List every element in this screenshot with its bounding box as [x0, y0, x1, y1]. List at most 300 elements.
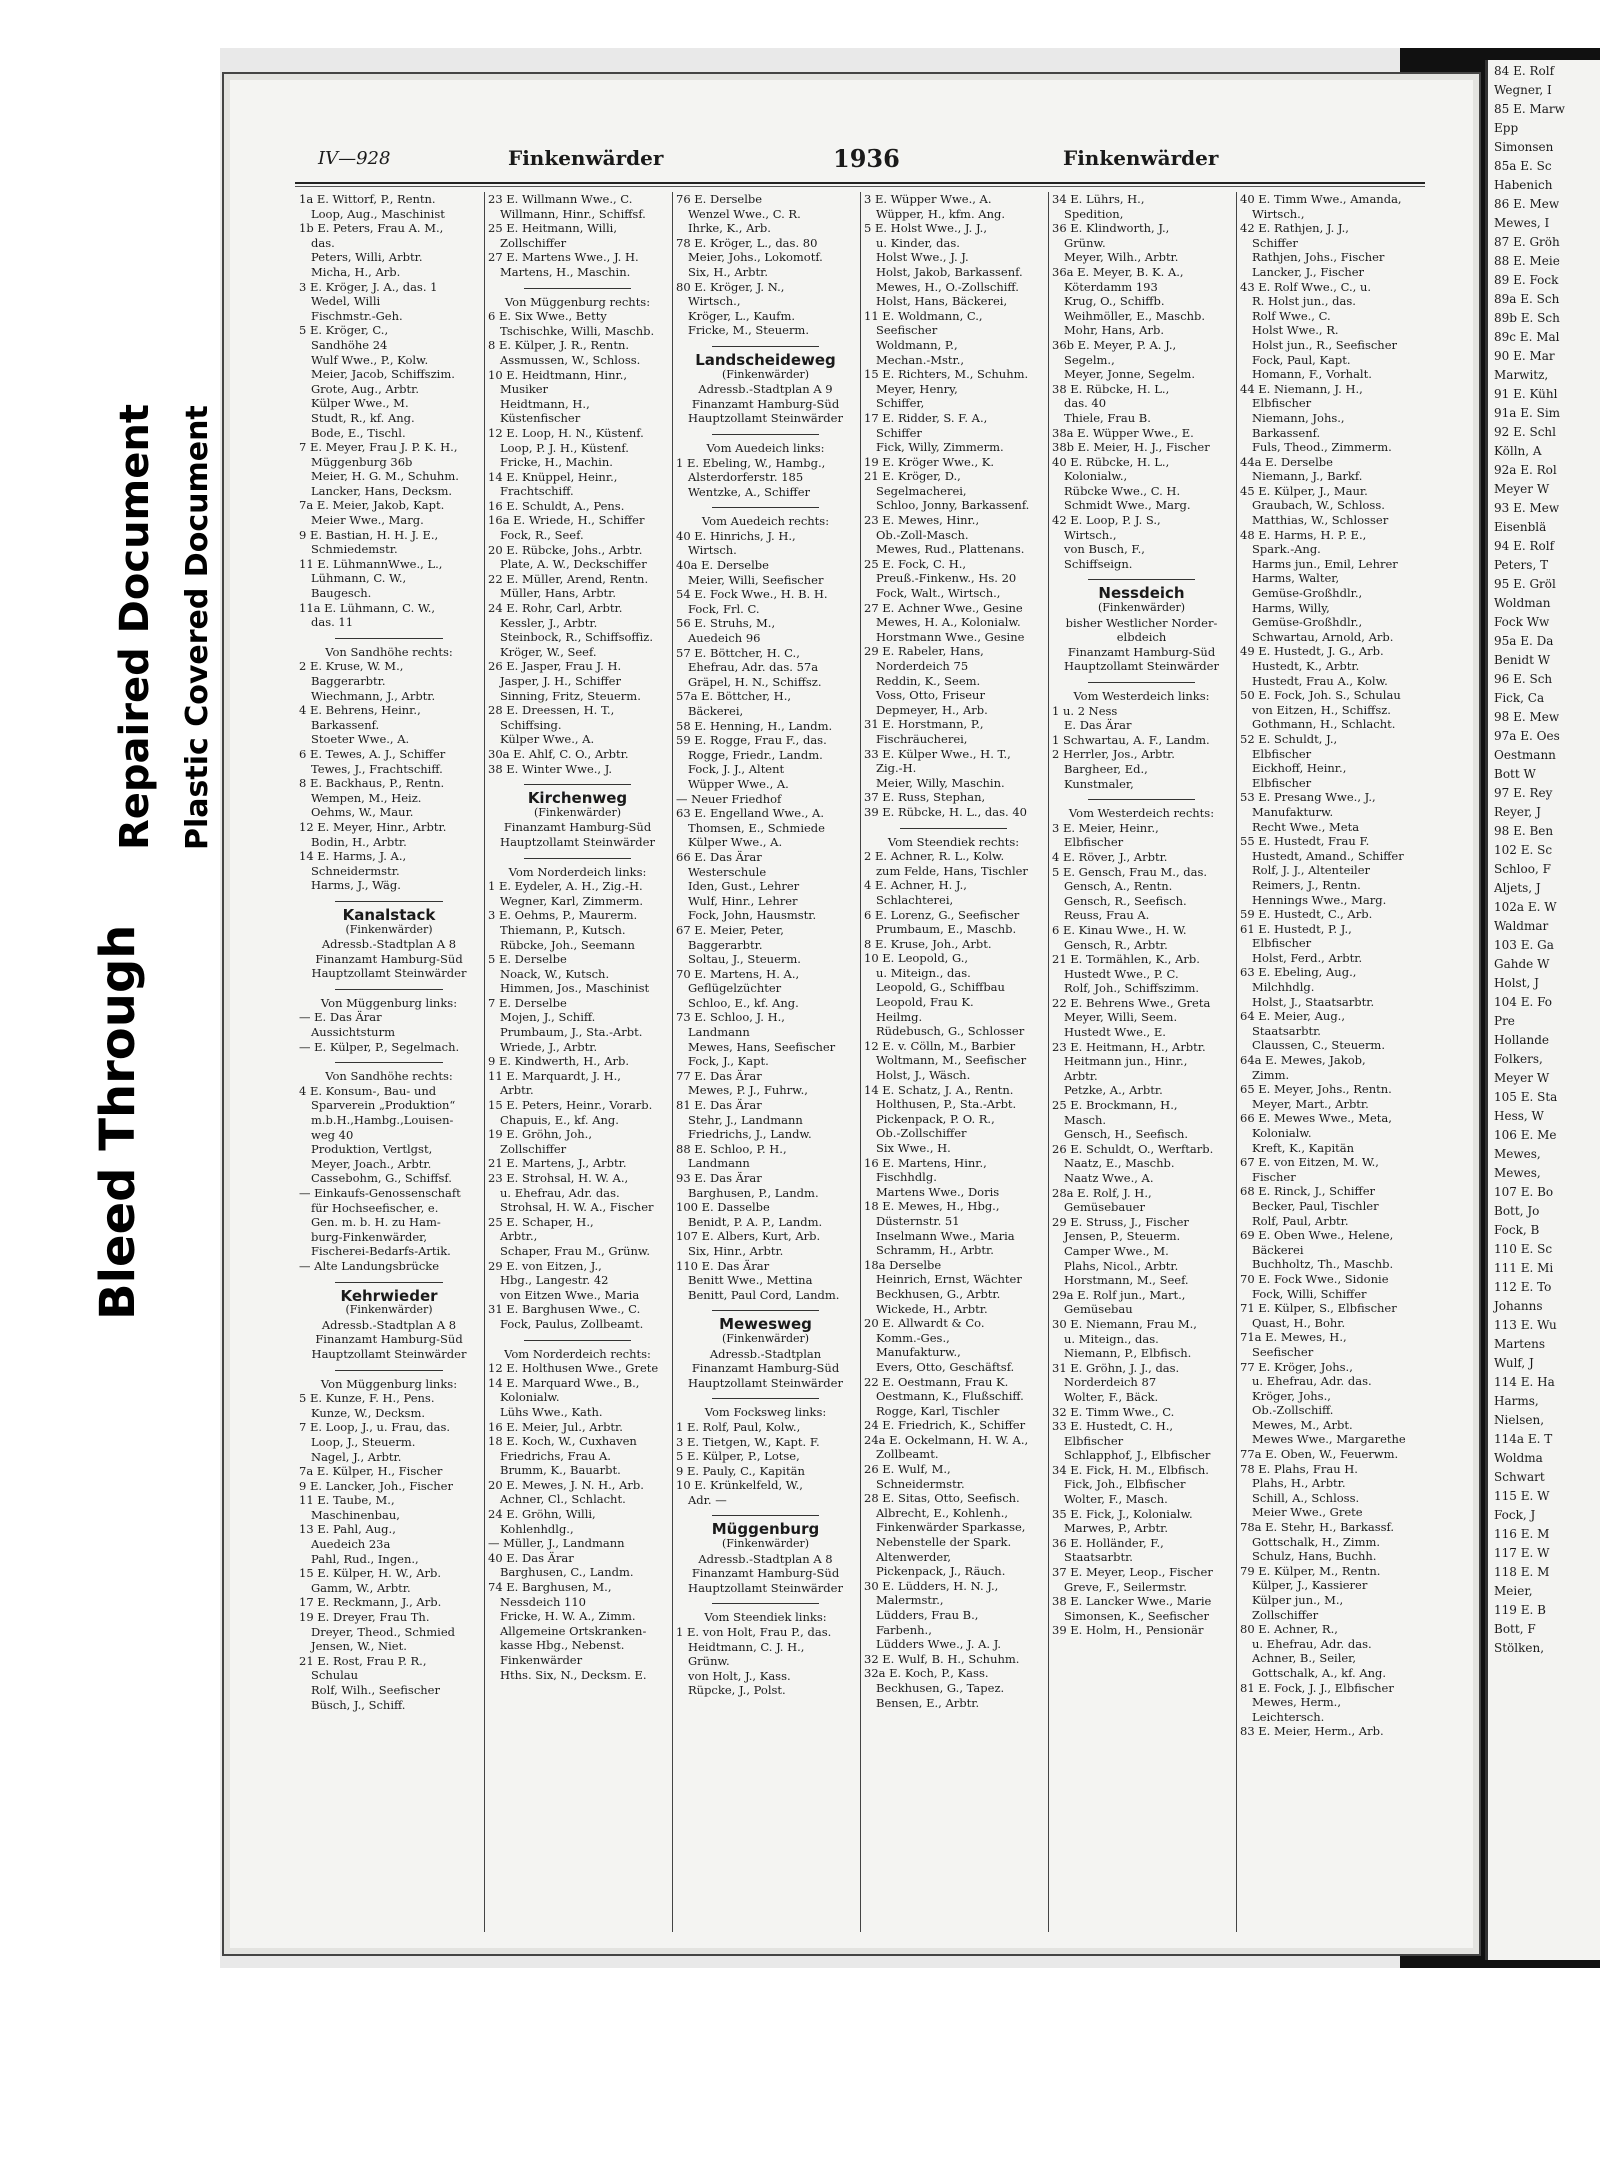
directory-entry: 67 E. von Eitzen, M. W., [1240, 1155, 1379, 1170]
directory-entry: 32 E. Timm Wwe., C. [1052, 1404, 1175, 1419]
directory-entry: Gottschalk, A., kf. Ang. [1252, 1665, 1387, 1680]
directory-entry: 43 E. Rolf Wwe., C., u. [1240, 279, 1372, 294]
directory-entry: Wempen, M., Heiz. [311, 790, 422, 805]
directory-entry: 11 E. Taube, M., [299, 1493, 395, 1508]
section-note: Adressb.-Stadtplan A 8 [321, 937, 457, 952]
adjacent-page-line: Habenich [1494, 178, 1553, 192]
section-note: Hauptzollamt Steinwärder [688, 1580, 843, 1595]
directory-entry: 110 E. Das Ärar [676, 1258, 770, 1273]
directory-entry: Norderdeich 75 [876, 659, 969, 673]
directory-entry: Fischhdlg. [876, 1170, 937, 1185]
plastic-covered-label: Plastic Covered Document [180, 405, 215, 850]
directory-entry: 40 E. Hinrichs, J. H., [676, 528, 796, 543]
adjacent-page-line: Benidt W [1494, 653, 1551, 667]
directory-entry: 20 E. Rübcke, Johs., Arbtr. [488, 542, 643, 557]
directory-entry: 67 E. Meier, Peter, [676, 922, 784, 937]
directory-entry: 34 E. Lührs, H., [1052, 192, 1145, 206]
directory-entry: 66 E. Mewes Wwe., Meta, [1240, 1111, 1392, 1126]
directory-entry: Maschinenbau, [311, 1507, 400, 1522]
directory-entry: Mewes, Hans, Seefischer [688, 1039, 836, 1054]
adjacent-page-line: Simonsen [1494, 140, 1554, 154]
directory-entry: Gensch, H., Seefisch. [1064, 1127, 1189, 1142]
directory-entry: 30 E. Niemann, Frau M., [1052, 1316, 1197, 1331]
column-2 [484, 192, 670, 1932]
adjacent-page-line: Fock, J [1494, 1508, 1536, 1522]
directory-entry: Holthusen, P., Sta.-Arbt. [876, 1097, 1017, 1112]
adjacent-page-line: Holst, J [1494, 976, 1539, 990]
directory-entry: Holst, J., Staatsarbtr. [1252, 994, 1375, 1009]
directory-entry: Mechan.-Mstr., [876, 352, 965, 367]
directory-entry: Schmidt Wwe., Marg. [1064, 498, 1191, 513]
directory-entry: Fick, Willy, Zimmerm. [876, 440, 1004, 455]
directory-entry: Martens Wwe., Doris [876, 1184, 1000, 1199]
directory-entry: u. Kinder, das. [876, 235, 960, 250]
directory-entry: 64 E. Meier, Aug., [1240, 1009, 1345, 1024]
directory-entry: Naatz Wwe., A. [1064, 1171, 1154, 1185]
directory-entry: Wiechmann, J., Arbtr. [311, 688, 436, 703]
adjacent-page-line: 86 E. Mew [1494, 197, 1560, 211]
directory-entry: Meier Wwe., Marg. [311, 513, 424, 528]
directory-entry: 63 E. Engelland Wwe., A. [676, 806, 824, 821]
directory-entry: Wulf Wwe., P., Kolw. [311, 352, 429, 367]
directory-entry: Alsterdorferstr. 185 [688, 470, 804, 485]
adjacent-page-line: Johanns [1494, 1299, 1543, 1313]
directory-entry: 80 E. Achner, R., [1240, 1622, 1338, 1637]
directory-entry: Geflügelzüchter [688, 981, 782, 996]
directory-entry: von Eitzen, H., Schiffsz. [1252, 702, 1391, 717]
directory-entry: Leichtersch. [1252, 1709, 1325, 1724]
directory-entry: Meier, Willy, Maschin. [876, 775, 1005, 790]
directory-entry: Sinning, Fritz, Steuerm. [500, 688, 641, 703]
directory-entry: 71a E. Mewes, H., [1240, 1330, 1347, 1345]
directory-entry: Naatz, E., Maschb. [1064, 1156, 1175, 1171]
directory-entry: 77a E. Oben, W., Feuerwm. [1240, 1447, 1399, 1462]
section-divider [524, 1340, 631, 1341]
adjacent-page-line: Reyer, J [1494, 805, 1541, 819]
directory-entry: Beckhusen, G., Arbtr. [876, 1286, 1001, 1301]
directory-entry: Mohr, Hans, Arb. [1064, 323, 1164, 338]
directory-entry: Oestmann, K., Flußschiff. [876, 1389, 1024, 1404]
directory-entry: Eickhoff, Heinr., [1252, 761, 1347, 776]
directory-entry: Wüpper, H., kfm. Ang. [876, 206, 1005, 221]
directory-entry: Hustedt, Frau A., Kolw. [1252, 673, 1388, 688]
directory-entry: 31 E. Barghusen Wwe., C. [488, 1302, 641, 1317]
column-1 [296, 192, 482, 1932]
adjacent-page-line: 94 E. Rolf [1494, 539, 1555, 553]
directory-entry: Meyer, Willi, Seem. [1064, 1010, 1178, 1025]
street-district: (Finkenwärder) [345, 922, 433, 936]
street-district: (Finkenwärder) [533, 805, 622, 819]
directory-entry: Wegner, Karl, Zimmerm. [500, 893, 644, 908]
street-district: (Finkenwärder) [721, 1331, 810, 1345]
directory-entry: Fuls, Theod., Zimmerm. [1252, 440, 1392, 455]
directory-entry: Harms jun., Emil, Lehrer [1252, 556, 1398, 571]
adjacent-page-line: 92a E. Rol [1494, 463, 1557, 477]
directory-entry: Heitmann jun., Hinr., [1064, 1054, 1188, 1069]
directory-entry: Schill, A., Schloss. [1252, 1490, 1360, 1505]
directory-entry: Niemann, Johs., [1252, 410, 1345, 425]
directory-entry: Chapuis, E., kf. Ang. [500, 1112, 619, 1127]
adjacent-page-line: 85a E. Sc [1494, 159, 1552, 173]
section-note: Finanzamt Hamburg-Süd [691, 1361, 840, 1376]
directory-entry: Woltmann, M., Seefischer [876, 1053, 1027, 1068]
directory-entry: Köterdamm 193 [1064, 279, 1158, 294]
directory-entry: Pahl, Rud., Ingen., [311, 1551, 419, 1566]
directory-entry: Studt, R., kf. Ang. [311, 410, 415, 425]
directory-entry: Zig.-H. [876, 761, 917, 776]
directory-entry: 38a E. Wüpper Wwe., E. [1052, 425, 1194, 440]
section-divider [335, 1282, 443, 1283]
directory-entry: Wirtsch., [688, 294, 741, 309]
directory-entry: Niemann, J., Barkf. [1252, 469, 1363, 484]
adjacent-page-line: 89b E. Sch [1494, 311, 1560, 325]
directory-entry: 22 E. Oestmann, Frau K. [864, 1374, 1009, 1389]
street-heading: Landscheideweg [695, 350, 836, 369]
section-divider [900, 828, 1007, 829]
section-divider [335, 1062, 443, 1063]
directory-entry: 7a E. Meier, Jakob, Kapt. [299, 498, 445, 513]
directory-entry: Mewes, M., Arbt. [1252, 1417, 1353, 1432]
adjacent-page-line: Woldma [1494, 1451, 1543, 1465]
directory-entry: für Hochseefischer, e. [311, 1200, 439, 1215]
directory-entry: 45 E. Külper, J., Maur. [1240, 483, 1368, 498]
adjacent-page-line: Mewes, [1494, 1166, 1541, 1180]
directory-entry: Rüpcke, J., Polst. [688, 1683, 786, 1698]
directory-entry: Lancker, Hans, Decksm. [311, 483, 453, 498]
directory-entry: 56 E. Struhs, M., [676, 616, 776, 631]
directory-entry: 50 E. Fock, Joh. S., Schulau [1240, 688, 1401, 703]
directory-entry: Woldmann, P., [876, 337, 958, 352]
directory-entry: Külper, J., Kassierer [1252, 1578, 1368, 1593]
directory-entry: 7 E. Derselbe [488, 995, 567, 1010]
directory-entry: Masch. [1064, 1112, 1107, 1127]
directory-entry: Mewes, P. J., Fuhrw., [688, 1083, 808, 1098]
directory-entry: Ob.-Zollschiff. [1252, 1403, 1334, 1418]
directory-entry: 35 E. Fick, J., Kolonialw. [1052, 1506, 1193, 1521]
directory-entry: das. 11 [311, 615, 354, 630]
directory-entry: Elbfischer [1252, 746, 1312, 761]
directory-entry: 33 E. Hustedt, C. H., [1052, 1419, 1174, 1434]
street-district: (Finkenwärder) [721, 367, 810, 381]
directory-entry: Hustedt Wwe., E. [1064, 1025, 1166, 1040]
directory-entry: 4 E. Achner, H. J., [864, 878, 967, 893]
directory-entry: Bensen, E., Arbtr. [876, 1695, 980, 1710]
section-note: Adressb.-Stadtplan [709, 1346, 822, 1361]
adjacent-page-line: Mewes, I [1494, 216, 1550, 230]
directory-entry: Wentzke, A., Schiffer [688, 484, 811, 499]
directory-entry: E. Das Ärar [1064, 718, 1132, 733]
section-note: Adressb.-Stadtplan A 9 [698, 382, 833, 397]
directory-entry: Gemüse-Großhdlr., [1252, 586, 1363, 601]
directory-entry: Adr. — [688, 1492, 727, 1507]
directory-entry: Oehms, W., Maur. [311, 805, 414, 820]
directory-entry: Fock, Frl. C. [688, 601, 760, 616]
directory-entry: — E. Külper, P., Segelmach. [299, 1039, 460, 1054]
directory-entry: Seefischer [1252, 1344, 1314, 1359]
directory-entry: Düsternstr. 51 [876, 1213, 960, 1228]
section-note: Von Müggenburg rechts: [504, 294, 651, 309]
directory-entry: 2 E. Kruse, W. M., [299, 659, 404, 674]
column-6 [1236, 192, 1426, 1932]
directory-entry: Grünw. [1064, 235, 1106, 250]
directory-entry: Gemüsebau [1064, 1302, 1133, 1317]
directory-entry: Elbfischer [1252, 396, 1312, 411]
directory-entry: Wickede, H., Arbtr. [876, 1301, 988, 1316]
directory-entry: 36 E. Holländer, F., [1052, 1535, 1164, 1550]
directory-entry: Aussichtsturm [311, 1025, 395, 1040]
street-heading: Müggenburg [711, 1520, 820, 1539]
directory-entry: 100 E. Dasselbe [676, 1200, 770, 1215]
directory-entry: 29 E. Struss, J., Fischer [1052, 1214, 1189, 1229]
directory-entry: Kolonialw. [1252, 1126, 1312, 1140]
directory-entry: Fock, Paul, Kapt. [1252, 352, 1351, 367]
adjacent-page-line: 104 E. Fo [1494, 995, 1553, 1009]
directory-entry: 18 E. Mewes, H., Hbg., [864, 1199, 1000, 1214]
directory-entry: 22 E. Müller, Arend, Rentn. [488, 571, 649, 586]
directory-entry: Mojen, J., Schiff. [500, 1010, 596, 1025]
adjacent-page-line: Wegner, I [1494, 83, 1552, 97]
directory-entry: 4 E. Behrens, Heinr., [299, 703, 421, 718]
directory-entry: Schulz, Hans, Buchh. [1252, 1549, 1377, 1564]
directory-entry: 77 E. Kröger, Johs., [1240, 1359, 1353, 1374]
directory-entry: Schulau [311, 1668, 359, 1683]
directory-entry: R. Holst jun., das. [1252, 294, 1356, 309]
directory-entry: Ob.-Zollschiffer [876, 1126, 967, 1141]
adjacent-page-line: Martens [1494, 1337, 1545, 1351]
directory-entry: Kröger, L., Kaufm. [688, 308, 795, 323]
directory-entry: Nagel, J., Arbtr. [311, 1449, 402, 1464]
directory-entry: 9 E. Kindwerth, H., Arb. [488, 1054, 630, 1069]
directory-entry: 25 E. Fock, C. H., [864, 556, 967, 571]
directory-entry: Büsch, J., Schiff. [311, 1697, 406, 1712]
directory-entry: 24a E. Ockelmann, H. W. A., [864, 1432, 1029, 1447]
directory-entry: 17 E. Reckmann, J., Arb. [299, 1595, 442, 1610]
directory-entry: 93 E. Das Ärar [676, 1171, 762, 1185]
directory-entry: 40 E. Timm Wwe., Amanda, [1240, 192, 1402, 206]
directory-entry: Külper Wwe., A. [688, 835, 783, 850]
directory-entry: Loop, Aug., Maschinist [311, 206, 445, 221]
directory-entry: — Alte Landungsbrücke [299, 1258, 440, 1273]
directory-entry: Heinrich, Ernst, Wächter [876, 1272, 1022, 1287]
directory-entry: Manufakturw., [876, 1345, 961, 1360]
directory-entry: Rübcke Wwe., C. H. [1064, 483, 1181, 498]
directory-entry: Barkassenf. [1252, 425, 1321, 440]
directory-entry: 22 E. Behrens Wwe., Greta [1052, 995, 1211, 1010]
directory-entry: Kröger, Johs., [1252, 1388, 1331, 1403]
directory-entry: Elbfischer [1064, 835, 1124, 850]
directory-entry: 31 E. Gröhn, J. J., das. [1052, 1360, 1180, 1375]
directory-entry: Himmen, Jos., Maschinist [500, 981, 650, 996]
directory-entry: — E. Das Ärar [299, 1010, 382, 1025]
directory-entry: 38 E. Lancker Wwe., Marie [1052, 1594, 1212, 1609]
directory-entry: Külper jun., M., [1252, 1593, 1344, 1607]
section-note: Hauptzollamt Steinwärder [311, 1346, 467, 1361]
adjacent-page-line: 87 E. Gröh [1494, 235, 1560, 249]
directory-entry: Gottschalk, H., Zimm. [1252, 1534, 1381, 1549]
directory-entry: Achner, B., Seiler, [1252, 1651, 1357, 1666]
directory-entry: 7 E. Loop, J., u. Frau, das. [299, 1420, 451, 1435]
directory-entry: 5 E. Kröger, C., [299, 323, 389, 338]
directory-entry: 77 E. Das Ärar [676, 1068, 762, 1083]
directory-entry: Meyer, Joach., Arbtr. [311, 1156, 432, 1171]
directory-entry: 24 E. Friedrich, K., Schiffer [864, 1418, 1026, 1433]
adjacent-page-line: Fick, Ca [1494, 691, 1545, 705]
directory-entry: Holst, Hans, Bäckerei, [876, 294, 1008, 309]
directory-entry: Buchholtz, Th., Maschb. [1252, 1257, 1394, 1272]
directory-entry: Barghusen, P., Landm. [688, 1185, 819, 1200]
street-heading: Kehrwieder [340, 1286, 438, 1305]
section-note: elbdeich [1116, 630, 1167, 645]
adjacent-page-line: Schwart [1494, 1470, 1545, 1484]
adjacent-page-line: 84 E. Rolf [1494, 64, 1555, 78]
directory-entry: 61 E. Hustedt, P. J., [1240, 921, 1352, 936]
directory-entry: Schloo, Jonny, Barkassenf. [876, 498, 1030, 513]
section-divider [524, 288, 631, 289]
directory-entry: Six, H., Arbtr. [688, 264, 769, 279]
directory-entry: Frachtschiff. [500, 484, 574, 499]
directory-entry: Malermstr., [876, 1593, 944, 1608]
directory-entry: 16a E. Wriede, H., Schiffer [488, 513, 645, 528]
directory-entry: 54 E. Fock Wwe., H. B. H. [676, 587, 828, 602]
directory-entry: 70 E. Fock Wwe., Sidonie [1240, 1271, 1389, 1286]
directory-entry: Müller, Hans, Arbtr. [500, 586, 617, 601]
directory-entry: Prumbaum, J., Sta.-Arbt. [500, 1025, 643, 1040]
adjacent-page-line: Kölln, A [1494, 444, 1542, 458]
adjacent-page-line: 89c E. Mal [1494, 330, 1560, 344]
directory-entry: 12 E. v. Cölln, M., Barbier [864, 1038, 1016, 1053]
directory-entry: Fock, John, Hausmstr. [688, 908, 817, 923]
section-note: Hauptzollamt Steinwärder [500, 834, 655, 849]
adjacent-page-line: Fock Ww [1494, 615, 1550, 629]
section-note: Finanzamt Hamburg-Süd [315, 951, 463, 966]
directory-entry: Wulf, Hinr., Lehrer [688, 893, 798, 908]
directory-entry: Bodin, H., Arbtr. [311, 834, 407, 849]
directory-entry: Cassebohm, G., Schiffsf. [311, 1171, 452, 1186]
directory-entry: Zollschiffer [500, 235, 567, 250]
section-note: Vom Norderdeich links: [508, 864, 647, 879]
directory-entry: Milchhdlg. [1252, 980, 1315, 995]
directory-entry: Schiffseign. [1064, 556, 1133, 571]
directory-entry: Holst, J., Wäsch. [876, 1068, 971, 1083]
adjacent-page-line: 117 E. W [1494, 1546, 1550, 1560]
directory-entry: 71 E. Külper, S., Elbfischer [1240, 1301, 1397, 1316]
directory-entry: Leopold, Frau K. [876, 995, 974, 1010]
directory-entry: Heidtmann, H., [500, 396, 590, 411]
directory-entry: Horstmann, M., Seef. [1064, 1273, 1189, 1288]
directory-entry: 70 E. Martens, H. A., [676, 966, 800, 981]
directory-entry: Wedel, Willi [311, 294, 381, 309]
directory-entry: Ehefrau, Adr. das. 57a [688, 660, 819, 675]
directory-entry: Fock, R., Seef. [500, 528, 584, 543]
directory-entry: 8 E. Backhaus, P., Rentn. [299, 776, 445, 791]
adjacent-page-line: Mewes, [1494, 1147, 1541, 1161]
directory-entry: 32a E. Koch, P., Kass. [864, 1666, 989, 1681]
directory-entry: 18a Derselbe [864, 1257, 942, 1272]
section-divider [524, 858, 631, 859]
directory-entry: — Einkaufs-Genossenschaft [299, 1186, 461, 1200]
directory-entry: von Eitzen Wwe., Maria [500, 1287, 640, 1302]
directory-entry: Arbtr. [500, 1083, 534, 1098]
directory-entry: 16 E. Martens, Hinr., [864, 1155, 987, 1170]
directory-entry: Becker, Paul, Tischler [1252, 1198, 1379, 1213]
directory-entry: 58 E. Henning, H., Landm. [676, 718, 833, 733]
directory-entry: 3 E. Wüpper Wwe., A. [864, 192, 992, 206]
directory-entry: Holst, Ferd., Arbtr. [1252, 950, 1363, 965]
directory-entry: Soltau, J., Steuerm. [688, 952, 801, 967]
directory-entry: 16 E. Schuldt, A., Pens. [488, 498, 625, 513]
directory-entry: 107 E. Albers, Kurt, Arb. [676, 1229, 821, 1244]
adjacent-page-line: 92 E. Schl [1494, 425, 1556, 439]
directory-entry: 3 E. Oehms, P., Maurerm. [488, 908, 638, 923]
directory-entry: 9 E. Lancker, Joh., Fischer [299, 1478, 453, 1493]
directory-entry: 23 E. Willmann Wwe., C. [488, 192, 633, 206]
directory-entry: 29 E. von Eitzen, J., [488, 1258, 602, 1273]
directory-entry: Schiffer [876, 425, 922, 440]
directory-entry: Jensen, W., Niet. [311, 1639, 407, 1654]
directory-entry: Bargheer, Ed., [1064, 761, 1148, 776]
section-note: Vom Steendiek rechts: [887, 834, 1020, 849]
section-divider [335, 989, 443, 990]
directory-entry: 14 E. Knüppel, Heinr., [488, 469, 618, 484]
directory-entry: Holst jun., R., Seefischer [1252, 337, 1397, 352]
directory-entry: Plahs, Nicol., Arbtr. [1064, 1258, 1179, 1273]
page-number: IV—928 [318, 148, 391, 169]
adjacent-page-line: Gahde W [1494, 957, 1550, 971]
directory-entry: Depmeyer, H., Arb. [876, 702, 988, 717]
directory-entry: 21 E. Tormählen, K., Arb. [1052, 952, 1200, 967]
adjacent-page-line: 106 E. Me [1494, 1128, 1557, 1142]
section-note: Finanzamt Hamburg-Süd [691, 1566, 840, 1581]
directory-entry: Finkenwärder Sparkasse, [876, 1520, 1026, 1535]
directory-entry: 7 E. Meyer, Frau J. P. K. H., [299, 440, 458, 455]
directory-entry: 6 E. Kinau Wwe., H. W. [1052, 922, 1187, 937]
directory-entry: weg 40 [311, 1127, 354, 1142]
directory-entry: 12 E. Loop, H. N., Küstenf. [488, 425, 644, 440]
directory-entry: 11a E. Lühmann, C. W., [299, 600, 436, 615]
directory-entry: Greve, F., Seilermstr. [1064, 1579, 1187, 1594]
document-badges [0, 360, 220, 1340]
directory-entry: 39 E. Rübcke, H. L., das. 40 [864, 804, 1027, 819]
directory-entry: Thomsen, E., Schmiede [688, 820, 825, 835]
directory-entry: Tschischke, Willi, Maschb. [500, 323, 655, 338]
directory-entry: 76 E. Derselbe [676, 192, 763, 206]
directory-entry: 38 E. Winter Wwe., J. [488, 761, 613, 776]
directory-entry: Auedeich 96 [688, 631, 761, 646]
directory-entry: Inselmann Wwe., Maria [876, 1228, 1015, 1243]
directory-entry: Thiemann, P., Kutsch. [500, 922, 626, 937]
directory-entry: 38 E. Rübcke, H. L., [1052, 381, 1170, 396]
directory-entry: Rüdebusch, G., Schlosser [876, 1024, 1025, 1039]
adjacent-page-line: 114a E. T [1494, 1432, 1553, 1446]
directory-entry: 52 E. Schuldt, J., [1240, 731, 1338, 746]
directory-entry: Schiffsing. [500, 717, 562, 732]
directory-entry: 14 E. Harms, J. A., [299, 849, 407, 864]
directory-entry: Holst, Jakob, Barkassenf. [876, 264, 1023, 279]
directory-entry: Zollschiffer [500, 1141, 567, 1156]
section-divider [712, 434, 819, 435]
directory-entry: Gemüse-Großhdlr., [1252, 615, 1363, 630]
adjacent-page-line: 97 E. Rey [1494, 786, 1553, 800]
directory-entry: Gräpel, H. N., Schiffsz. [688, 674, 822, 689]
directory-entry: Gensch, R., Arbtr. [1064, 937, 1168, 952]
directory-entry: Bode, E., Tischl. [311, 425, 406, 440]
section-note: Vom Focksweg links: [704, 1405, 827, 1420]
directory-entry: Achner, Cl., Schlacht. [500, 1492, 626, 1507]
directory-entry: 3 E. Tietgen, W., Kapt. F. [676, 1434, 820, 1449]
directory-entry: Meier, Jacob, Schiffszim. [311, 367, 455, 382]
directory-entry: 2 Herrler, Jos., Arbtr. [1052, 747, 1175, 762]
directory-entry: Staatsarbtr. [1064, 1550, 1133, 1565]
